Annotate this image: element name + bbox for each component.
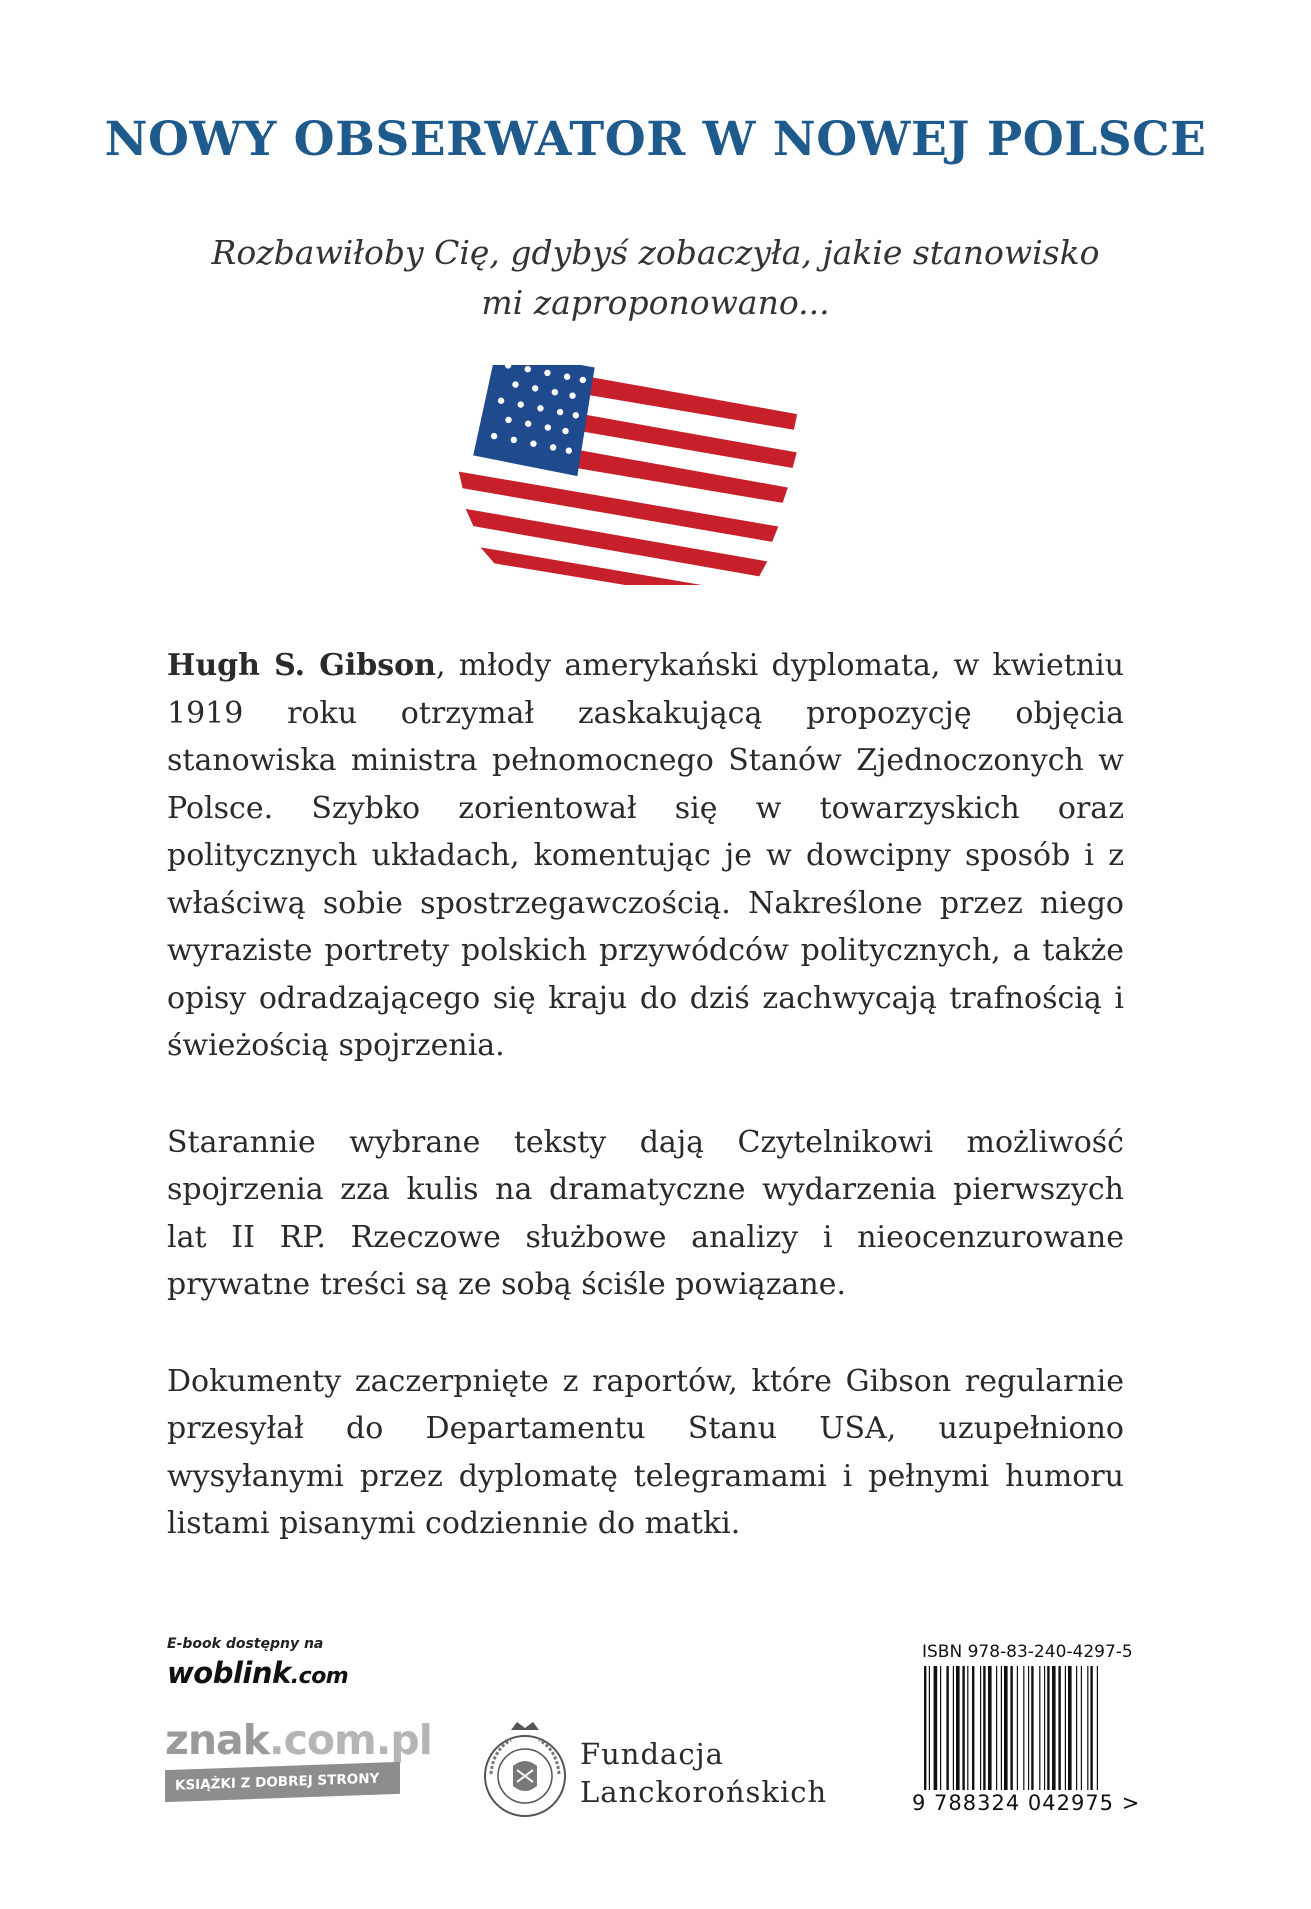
barcode-bar <box>1044 1666 1045 1790</box>
barcode-bar <box>1081 1666 1082 1790</box>
publisher-logo <box>165 1716 432 1798</box>
description-paragraph-1 <box>167 642 1124 1070</box>
ebook-label: E-book dostępny na <box>167 1636 324 1652</box>
barcode-bar <box>924 1666 926 1790</box>
barcode-bar <box>946 1666 948 1790</box>
barcode-bar <box>983 1666 985 1790</box>
author-name: Hugh S. Gibson <box>167 648 436 683</box>
woblink-logo-suffix: .com <box>290 1664 349 1689</box>
barcode-bar <box>1028 1666 1029 1790</box>
barcode-bar <box>1017 1666 1018 1790</box>
publisher-url <box>165 1716 432 1764</box>
barcode-bar <box>956 1666 960 1790</box>
flag-canton <box>472 365 595 476</box>
barcode-bar <box>1023 1666 1024 1790</box>
barcode-bar <box>1001 1666 1002 1790</box>
book-description <box>167 642 1124 1597</box>
barcode-bar <box>1010 1666 1012 1790</box>
publisher-url-suffix: .com.pl <box>269 1716 432 1764</box>
publisher-url-main: znak <box>165 1716 269 1764</box>
epigraph-quote <box>0 228 1311 328</box>
foundation-line-1: Fundacja <box>580 1737 724 1771</box>
barcode-bar <box>1039 1666 1040 1790</box>
foundation-line-2: Lanckorońskich <box>580 1775 828 1809</box>
quote-line-2: mi zaproponowano... <box>481 283 830 322</box>
barcode-bar <box>1090 1666 1092 1790</box>
paragraph-1-text: , młody amerykański dyplomata, w kwietniu 1919 roku otrzymał zaskakującą propozycję objęcia stanowiska ministra pełnomocnego Stanów Zjednoczonych w Polsce. Szybko zorientował się w towarzyskich oraz politycznych układach, komentując je w dowcipny sposób i z właściwą sobie spostrzegawczością. Nakreślone przez niego wyraziste portrety polskich przywódców politycznych, a także opisy odradzającego się kraju do dziś zachwycają trafnością i świeżością spojrzenia. <box>167 648 1125 1063</box>
barcode-bar <box>980 1666 981 1790</box>
woblink-logo <box>167 1656 348 1690</box>
barcode-bar <box>929 1666 930 1790</box>
barcode-bar <box>1031 1666 1033 1790</box>
woblink-logo-main: woblink <box>167 1656 291 1690</box>
barcode-bar <box>967 1666 968 1790</box>
barcode-digits: 9 788324 042975 > <box>912 1791 1141 1815</box>
barcode-bar <box>1052 1666 1056 1790</box>
barcode-bar <box>972 1666 974 1790</box>
barcode-bar <box>962 1666 964 1790</box>
barcode <box>922 1666 1134 1802</box>
book-title: NOWY OBSERWATOR W NOWEJ POLSCE <box>104 112 1207 167</box>
ebook-availability <box>167 1636 348 1690</box>
foundation-name <box>580 1735 827 1811</box>
barcode-bar <box>1058 1666 1060 1790</box>
us-flag-icon <box>452 365 802 585</box>
barcode-bar <box>934 1666 938 1790</box>
barcode-bar <box>940 1666 941 1790</box>
barcode-bar <box>1076 1666 1077 1790</box>
foundation-seal-icon <box>477 1720 573 1822</box>
barcode-bar <box>953 1666 954 1790</box>
barcode-bar <box>996 1666 997 1790</box>
barcode-bar <box>1087 1666 1088 1790</box>
barcode-bar <box>988 1666 992 1790</box>
barcode-bar <box>1004 1666 1008 1790</box>
barcode-bar <box>1047 1666 1049 1790</box>
isbn-label: ISBN 978-83-240-4297-5 <box>922 1642 1133 1662</box>
publisher-tagline: KSIĄŻKI Z DOBREJ STRONY <box>165 1762 400 1802</box>
barcode-bar <box>1068 1666 1072 1790</box>
description-paragraph-2: Starannie wybrane teksty dają Czytelnikowi możliwość spojrzenia zza kulis na dramatyczne wydarzenia pierwszych lat II RP. Rzeczowe służbowe analizy i nieocenzurowane prywatne treści są ze sobą ściśle powiązane. <box>167 1124 1124 1302</box>
barcode-bar <box>1065 1666 1066 1790</box>
barcode-bar <box>1097 1666 1098 1790</box>
description-paragraph-3: Dokumenty zaczerpnięte z raportów, które Gibson regularnie przesyłał do Departamentu Stanu USA, uzupełniono wysyłanymi przez dyplomatę telegramami i pełnymi humoru listami pisanymi codziennie do matki. <box>167 1363 1124 1541</box>
quote-line-1: Rozbawiłoby Cię, gdybyś zobaczyła, jakie stanowisko <box>211 233 1100 272</box>
